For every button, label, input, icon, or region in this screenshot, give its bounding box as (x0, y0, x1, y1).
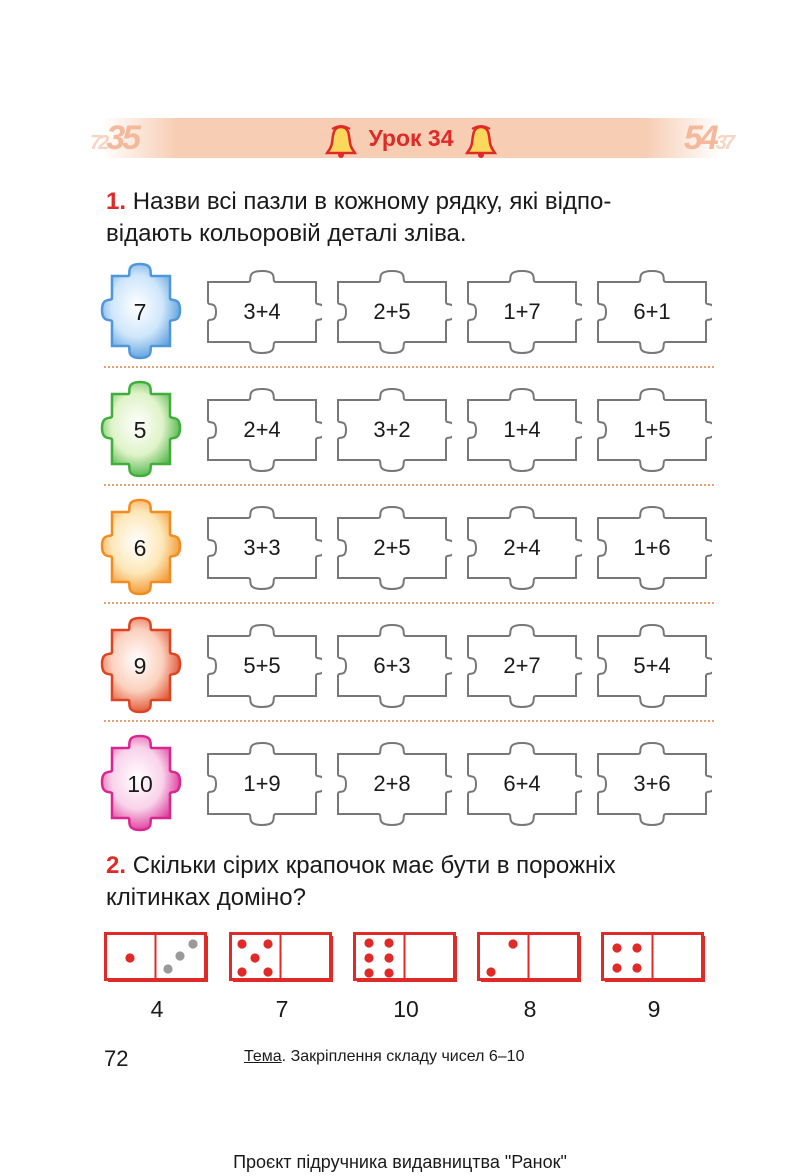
row-separator (104, 720, 714, 722)
puzzle-piece-expression: 5+4 (633, 653, 671, 678)
puzzle-piece[interactable] (462, 624, 582, 708)
domino-tile[interactable] (229, 932, 335, 984)
task1-number: 1. (106, 188, 127, 215)
puzzle-piece-expression: 6+3 (373, 653, 411, 678)
domino-answer: 9 (647, 996, 661, 1022)
puzzle-piece[interactable] (592, 270, 712, 354)
domino-tile[interactable] (601, 932, 707, 984)
puzzle-piece-expression: 1+7 (503, 299, 541, 324)
lesson-banner (90, 118, 732, 158)
puzzle-piece-expression: 2+7 (503, 653, 541, 678)
lead-piece-number: 6 (133, 535, 147, 561)
banner-decor-left: 7235 (90, 119, 139, 157)
theme-label: Тема (244, 1048, 282, 1065)
puzzle-piece[interactable] (202, 388, 322, 472)
puzzle-piece[interactable] (332, 506, 452, 590)
task1-text (106, 186, 726, 250)
puzzle-piece-expression: 6+4 (503, 771, 541, 796)
puzzle-piece-expression: 5+5 (243, 653, 281, 678)
puzzle-piece[interactable] (462, 388, 582, 472)
puzzle-piece-expression: 3+3 (243, 535, 281, 560)
lead-piece-number: 9 (133, 653, 147, 679)
puzzle-piece-expression: 1+6 (633, 535, 671, 560)
puzzle-piece[interactable] (202, 270, 322, 354)
domino-answer: 10 (393, 996, 419, 1022)
task2-text (106, 850, 726, 914)
puzzle-piece[interactable] (462, 742, 582, 826)
puzzle-piece[interactable] (592, 506, 712, 590)
puzzle-row (98, 734, 718, 834)
puzzle-row (98, 262, 718, 362)
puzzle-piece[interactable] (592, 742, 712, 826)
puzzle-piece[interactable] (332, 624, 452, 708)
puzzle-row (98, 380, 718, 480)
domino-tile[interactable] (104, 932, 210, 984)
puzzle-piece-expression: 2+5 (373, 299, 411, 324)
domino-tile[interactable] (353, 932, 459, 984)
lesson-title (102, 118, 720, 159)
lead-piece-number: 5 (133, 417, 147, 443)
lesson-title-text: Урок 34 (368, 125, 454, 151)
puzzle-piece-expression: 6+1 (633, 299, 671, 324)
puzzle-piece[interactable] (202, 742, 322, 826)
puzzle-piece-expression: 3+6 (633, 771, 671, 796)
puzzle-piece-expression: 1+4 (503, 417, 541, 442)
puzzle-piece[interactable] (462, 506, 582, 590)
domino-tile[interactable] (477, 932, 583, 984)
lead-piece-number: 7 (133, 299, 147, 325)
task2-number: 2. (106, 852, 127, 879)
puzzle-piece-expression: 1+9 (243, 771, 281, 796)
puzzle-piece[interactable] (202, 506, 322, 590)
task2-line2: клітинках доміно? (106, 884, 306, 911)
bell-icon (324, 121, 358, 159)
task1-line1: Назви всі пазли в кожному рядку, які відпо- (132, 188, 612, 215)
theme-line (244, 1048, 524, 1066)
puzzle-piece[interactable] (202, 624, 322, 708)
puzzle-row (98, 498, 718, 598)
puzzle-piece[interactable] (592, 624, 712, 708)
lead-piece-number: 10 (127, 771, 153, 797)
puzzle-piece-expression: 2+5 (373, 535, 411, 560)
lead-puzzle-piece[interactable] (98, 734, 188, 834)
row-separator (104, 366, 714, 368)
theme-text: . Закріплення складу чисел 6–10 (281, 1048, 525, 1065)
puzzle-piece-expression: 2+4 (503, 535, 541, 560)
row-separator (104, 602, 714, 604)
puzzle-row (98, 616, 718, 716)
publisher-footer: Проєкт підручника видавництва "Ранок" (233, 1152, 567, 1172)
domino-answer: 8 (523, 996, 537, 1022)
lead-puzzle-piece[interactable] (98, 616, 188, 716)
row-separator (104, 484, 714, 486)
task2-line1: Скільки сірих крапочок має бути в порожніх (132, 852, 616, 879)
puzzle-piece-expression: 3+4 (243, 299, 281, 324)
puzzle-piece-expression: 2+8 (373, 771, 411, 796)
puzzle-piece[interactable] (332, 742, 452, 826)
puzzle-piece-expression: 1+5 (633, 417, 671, 442)
puzzle-piece-expression: 3+2 (373, 417, 411, 442)
puzzle-piece[interactable] (332, 270, 452, 354)
page-number: 72 (104, 1046, 129, 1071)
lead-puzzle-piece[interactable] (98, 498, 188, 598)
domino-answer: 4 (150, 996, 164, 1022)
lead-puzzle-piece[interactable] (98, 380, 188, 480)
bell-icon (464, 121, 498, 159)
domino-answer: 7 (275, 996, 289, 1022)
lead-puzzle-piece[interactable] (98, 262, 188, 362)
puzzle-piece[interactable] (592, 388, 712, 472)
task1-line2: відають кольоровій деталі зліва. (106, 220, 467, 247)
puzzle-piece[interactable] (332, 388, 452, 472)
puzzle-piece[interactable] (462, 270, 582, 354)
puzzle-piece-expression: 2+4 (243, 417, 281, 442)
banner-decor-right: 5437 (683, 119, 732, 157)
